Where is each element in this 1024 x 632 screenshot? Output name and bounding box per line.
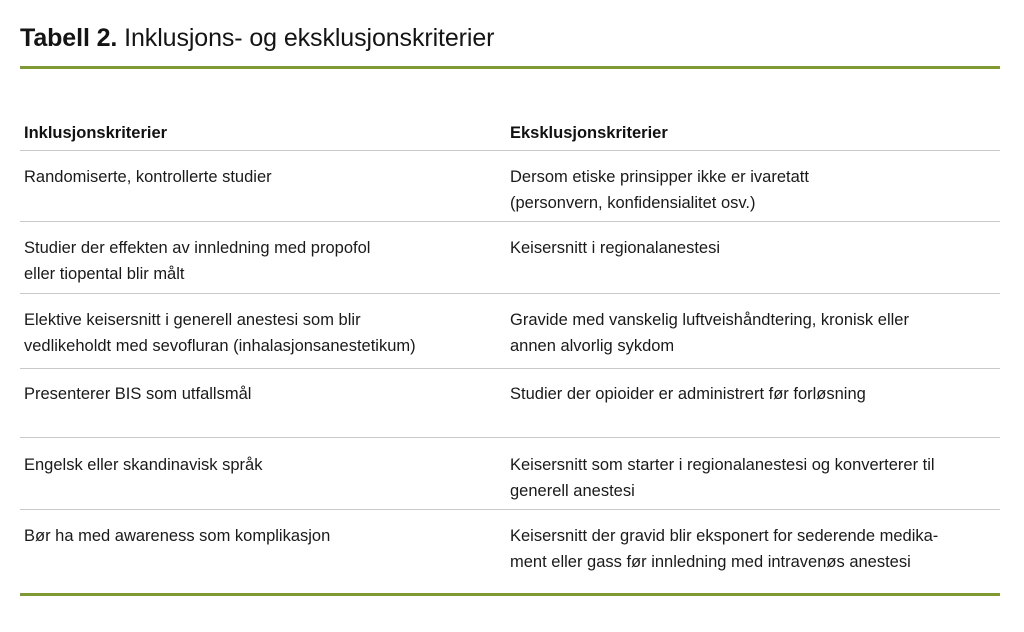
cell-line: Studier der opioider er administrert før forløsning <box>510 385 866 403</box>
table-row <box>0 381 1024 407</box>
cell-exclusion <box>510 235 990 261</box>
cell-inclusion <box>24 307 494 359</box>
cell-line: ment eller gass før innledning med intravenøs anestesi <box>510 553 911 571</box>
table-header-row <box>0 120 1024 148</box>
bottom-accent-rule <box>20 593 1000 596</box>
cell-exclusion <box>510 523 990 575</box>
cell-line: Randomiserte, kontrollerte studier <box>24 168 272 186</box>
table-title-text <box>117 24 494 52</box>
column-header-exclusion <box>510 120 990 146</box>
cell-inclusion <box>24 235 494 287</box>
cell-line: vedlikeholdt med sevofluran (inhalasjonsanestetikum) <box>24 337 416 355</box>
column-header-inclusion <box>24 120 494 146</box>
cell-exclusion <box>510 164 990 216</box>
row-separator <box>20 368 1000 369</box>
cell-line: annen alvorlig sykdom <box>510 337 675 355</box>
cell-line: (personvern, konfidensialitet osv.) <box>510 194 756 212</box>
column-header-exclusion-label: Eksklusjonskriterier <box>510 124 668 142</box>
table-row <box>0 164 1024 216</box>
cell-line: Studier der effekten av innledning med propofol <box>24 239 371 257</box>
cell-exclusion <box>510 381 990 407</box>
cell-line: Engelsk eller skandinavisk språk <box>24 456 263 474</box>
header-separator <box>20 150 1000 151</box>
cell-line: generell anestesi <box>510 482 635 500</box>
cell-inclusion <box>24 452 494 478</box>
cell-line: Gravide med vanskelig luftveishåndtering, kronisk eller <box>510 311 909 329</box>
row-separator <box>20 509 1000 510</box>
table-row <box>0 523 1024 575</box>
cell-line: Keisersnitt der gravid blir eksponert for sederende medika- <box>510 527 939 545</box>
cell-line: Elektive keisersnitt i generell anestesi som blir <box>24 311 361 329</box>
row-separator <box>20 293 1000 294</box>
cell-inclusion <box>24 381 494 407</box>
cell-line: Dersom etiske prinsipper ikke er ivaretatt <box>510 168 809 186</box>
cell-line: Bør ha med awareness som komplikasjon <box>24 527 331 545</box>
row-separator <box>20 221 1000 222</box>
row-separator <box>20 437 1000 438</box>
cell-inclusion <box>24 523 494 549</box>
table-number: Tabell 2. <box>20 24 118 52</box>
cell-line: eller tiopental blir målt <box>24 265 185 283</box>
cell-exclusion <box>510 307 990 359</box>
table-row <box>0 235 1024 287</box>
cell-line: Keisersnitt som starter i regionalanestesi og konverterer til <box>510 456 935 474</box>
table-row <box>0 307 1024 359</box>
cell-line: Keisersnitt i regionalanestesi <box>510 239 721 257</box>
column-header-inclusion-label: Inklusjonskriterier <box>24 124 168 142</box>
table-row <box>0 452 1024 504</box>
table-caption <box>20 22 494 54</box>
cell-line: Presenterer BIS som utfallsmål <box>24 385 252 403</box>
cell-inclusion <box>24 164 494 190</box>
top-accent-rule <box>20 66 1000 69</box>
cell-exclusion <box>510 452 990 504</box>
table-title-inner: Inklusjons- og eksklusjonskriterier <box>124 24 495 52</box>
